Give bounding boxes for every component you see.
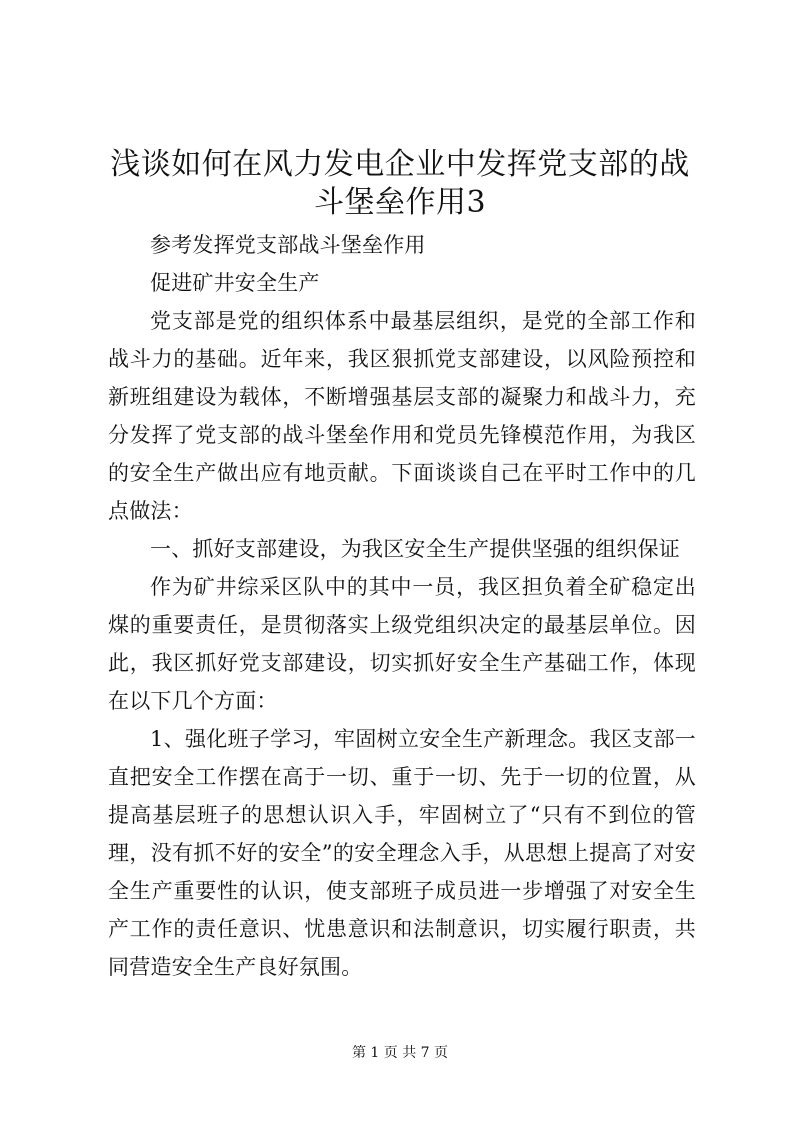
paragraph: 1、强化班子学习，牢固树立安全生产新理念。我区支部一直把安全工作摆在高于一切、重于一切、先于一切的位置，从提高基层班子的思想认识入手，牢固树立了“只有不到位的管理，没有抓不好的安全”的安全理念入手，从思想上提高了对安全生产重要性的认识，使支部班子成员进一步增强了对安全生产工作的责任意识、忧患意识和法制意识，切实履行职责，共同营造安全生产良好氛围。: [108, 727, 696, 979]
paragraph: 参考发挥党支部战斗堡垒作用: [150, 233, 426, 257]
paragraph: 促进矿井安全生产: [150, 271, 320, 295]
paragraph: 党支部是党的组织体系中最基层组织，是党的全部工作和战斗力的基础。近年来，我区狠抓党支部建设，以风险预控和新班组建设为载体，不断增强基层支部的凝聚力和战斗力，充分发挥了党支部的战斗堡垒作用和党员先锋模范作用，为我区的安全生产做出应有地贡献。下面谈谈自己在平时工作中的几点做法：: [108, 309, 696, 523]
page-number-label: 第 1 页 共 7 页: [351, 1045, 449, 1061]
document-body: [108, 226, 696, 986]
document-title: 浅谈如何在风力发电企业中发挥党支部的战斗堡垒作用3: [110, 147, 690, 220]
paragraph: 作为矿井综采区队中的其中一员，我区担负着全矿稳定出煤的重要责任，是贯彻落实上级党组织决定的最基层单位。因此，我区抓好党支部建设，切实抓好安全生产基础工作，体现在以下几个方面：: [108, 575, 696, 713]
section-heading: 一、抓好支部建设，为我区安全生产提供坚强的组织保证: [150, 537, 680, 561]
page-footer: [0, 1043, 800, 1063]
